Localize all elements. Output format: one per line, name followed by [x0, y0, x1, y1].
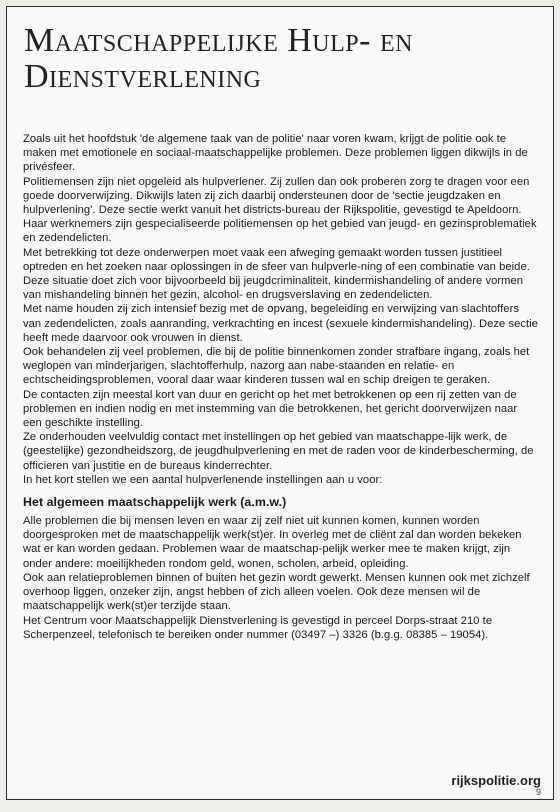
- paragraph: Ook aan relatieproblemen binnen of buiten het gezin wordt gewerkt. Mensen kunnen ook met zichzelf overhoop liggen, onzeker zijn, angst hebben of zich alleen voelen. Ook deze mensen wil de maatschappelijk werk(st)er terzijde staan.: [23, 571, 530, 613]
- logo-dot: .: [516, 773, 521, 788]
- section-heading: Het algemeen maatschappelijk werk (a.m.w.): [23, 495, 287, 510]
- paragraph: Deze situatie doet zich voor bijvoorbeeld bij jeugdcriminaliteit, kindermishandeling of andere vormen van mishandeling binnen het gezin, alcohol- en drugsverslaving en zedendelicten.: [23, 275, 524, 302]
- page-title: Maatschappelijke Hulp- en Dienstverlening: [24, 22, 413, 95]
- paragraph: Politiemensen zijn niet opgeleid als hulpverlener. Zij zullen dan ook proberen zorg te dragen voor een goede doorverwijzing. Dikwijls laten zij zich daarbij ondersteunen door de 'sectie jeugdzaken en hulpverlening'. Deze sectie werkt vanuit het districts-bureau der Rijkspolitie, gevestigd te Apeldoorn.: [23, 175, 530, 217]
- page-number: 9: [535, 787, 541, 797]
- paragraph: Haar werknemers zijn gespecialiseerde politiemensen op het gebied van jeugd- en gezinsproblematiek en zedendelicten.: [23, 218, 537, 245]
- paragraph: Met name houden zij zich intensief bezig met de opvang, begeleiding en verwijzing van slachtoffers van zedendelicten, zoals aanranding, verkrachting en incest (sexuele kindermishandeling). Deze sectie heeft mede daarvoor ook vrouwen in dienst.: [23, 303, 538, 344]
- paragraph: Alle problemen die bij mensen leven en waar zij zelf niet uit kunnen komen, kunnen worden doorgesproken met de maatschappelijk werk(st)er. In overleg met de cliënt zal dan worden bekeken wat er kan worden gedaan. Problemen waar de maatschap-pelijk werker mee te maken krijgt, zijn onder andere: moeilijkheden rondom geld, wonen, scholen, arbeid, opleiding.: [23, 515, 522, 570]
- paragraph: Het Centrum voor Maatschappelijk Dienstverlening is gevestigd in perceel Dorps-straat 210 te Scherpenzeel, telefonisch te bereiken onder nummer (03497 –) 3326 (b.g.g. 08385 – 19054).: [23, 614, 493, 641]
- paragraph: Ze onderhouden veelvuldig contact met instellingen op het gebied van maatschappe-lijk werk, de (geestelijke) gezondheidszorg, de jeugdhulpverlening en met de raden voor de kinderbescherming, de officieren van justitie en de bureaus kinderrechter.: [23, 431, 534, 472]
- paragraph: Ook behandelen zij veel problemen, die bij de politie binnenkomen zonder strafbare ingang, zoals het weglopen van minderjarigen, slachtofferhulp, nazorg aan nabe-staanden en relatie- en echtscheidingsproblemen, vooral daar waar kinderen tussen wal en schip dreigen te geraken.: [23, 346, 530, 387]
- paragraph: Met betrekking tot deze onderwerpen moet vaak een afweging gemaakt worden tussen justitieel optreden en het zoeken naar oplossingen in de sfeer van hulpverle-ning of een combinatie van beide.: [23, 246, 530, 273]
- logo-text-left: rijkspolitie: [451, 773, 517, 788]
- body-text: [23, 132, 539, 642]
- paragraph: Zoals uit het hoofdstuk 'de algemene taak van de politie' naar voren kwam, krijgt de politie ook te maken met emotionele en sociaal-maatschappelijke problemen. Deze problemen liggen dikwijls in de privésfeer.: [23, 133, 528, 174]
- document-page: [6, 6, 554, 800]
- logo-text-right: org: [520, 773, 541, 788]
- site-logo: [451, 773, 541, 788]
- paragraph: In het kort stellen we een aantal hulpverlenende instellingen aan u voor:: [23, 473, 383, 486]
- paragraph: De contacten zijn meestal kort van duur en gericht op het met betrokkenen op een rij zetten van de problemen en indien nodig en met instemming van die betrokkenen, het gericht doorverwijzen naar een geschikte instelling.: [23, 388, 518, 430]
